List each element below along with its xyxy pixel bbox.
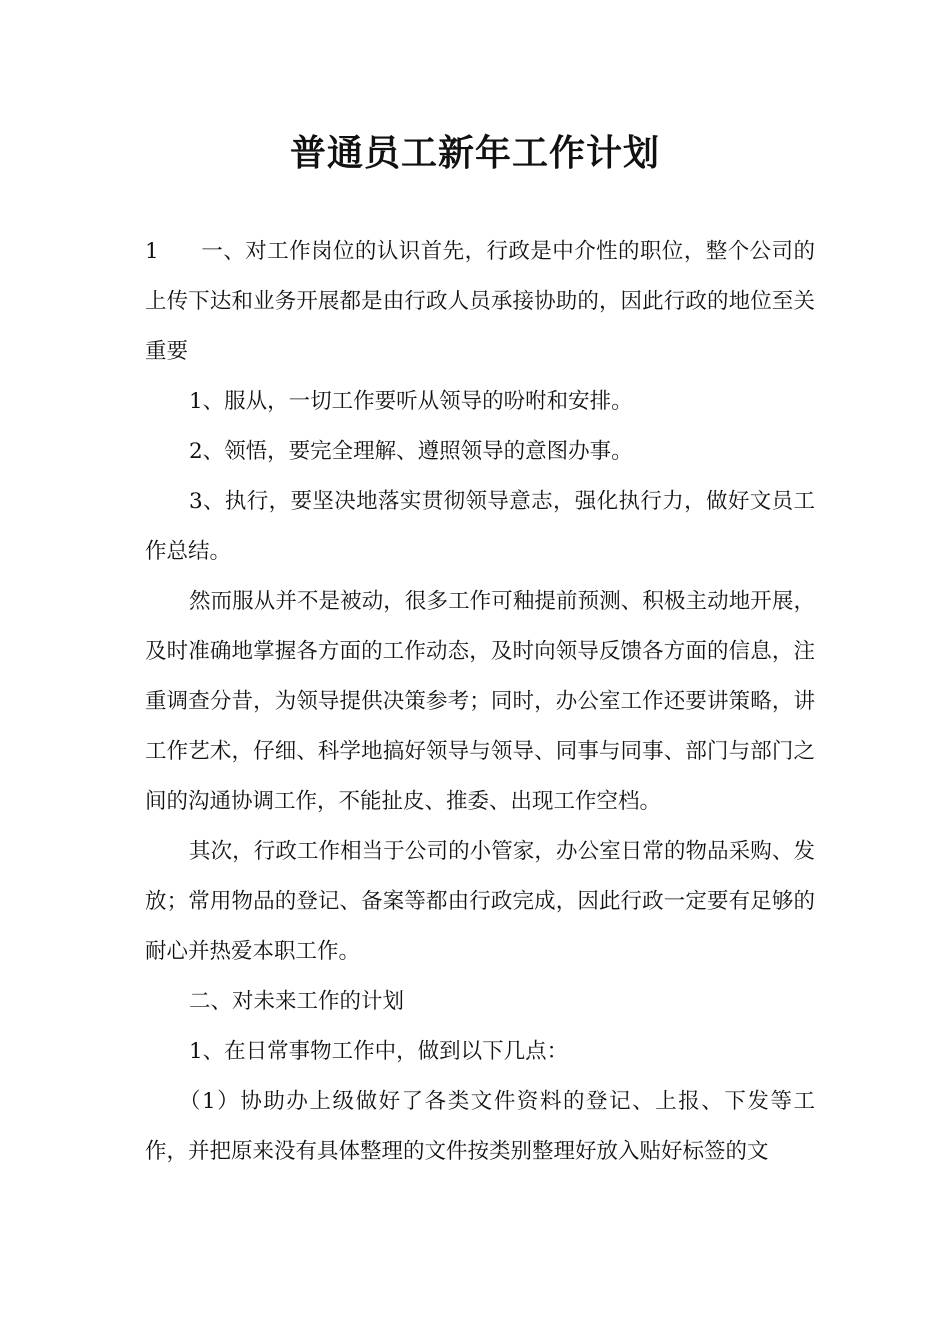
paragraph-6: 其次，行政工作相当于公司的小管家，办公室日常的物品采购、发放；常用物品的登记、备案等都由行政完成，因此行政一定要有足够的耐心并热爱本职工作。: [145, 839, 815, 964]
paragraph-9: （1）协助办上级做好了各类文件资料的登记、上报、下发等工作，并把原来没有具体整理的文件按类别整理好放入贴好标签的文: [145, 1089, 815, 1164]
document-body: [145, 227, 815, 1177]
lead-number: 1: [145, 239, 159, 264]
paragraph-2: 1、服从，一切工作要听从领导的吩咐和安排。: [189, 389, 633, 414]
paragraph-3: 2、领悟，要完全理解、遵照领导的意图办事。: [189, 439, 633, 464]
section-heading-2: 二、对未来工作的计划: [189, 989, 405, 1014]
paragraph-4: 3、执行，要坚决地落实贯彻领导意志，强化执行力，做好文员工作总结。: [145, 489, 815, 564]
paragraph-1: [145, 227, 815, 377]
paragraph-8: 1、在日常事物工作中，做到以下几点：: [189, 1039, 569, 1064]
paragraph-5: 然而服从并不是被动，很多工作可釉提前预测、积极主动地开展，及时准确地掌握各方面的工作动态，及时向领导反馈各方面的信息，注重调查分昔，为领导提供决策参考；同时，办公室工作还要讲策略，讲工作艺术，仔细、科学地搞好领导与领导、同事与同事、部门与部门之间的沟通协调工作，不能扯皮、推委、出现工作空档。: [145, 589, 815, 814]
paragraph-1-text: 一、对工作岗位的认识首先，行政是中介性的职位，整个公司的上传下达和业务开展都是由行政人员承接协助的，因此行政的地位至关重要: [145, 239, 815, 364]
document-title: 普通员工新年工作计划: [289, 132, 660, 174]
